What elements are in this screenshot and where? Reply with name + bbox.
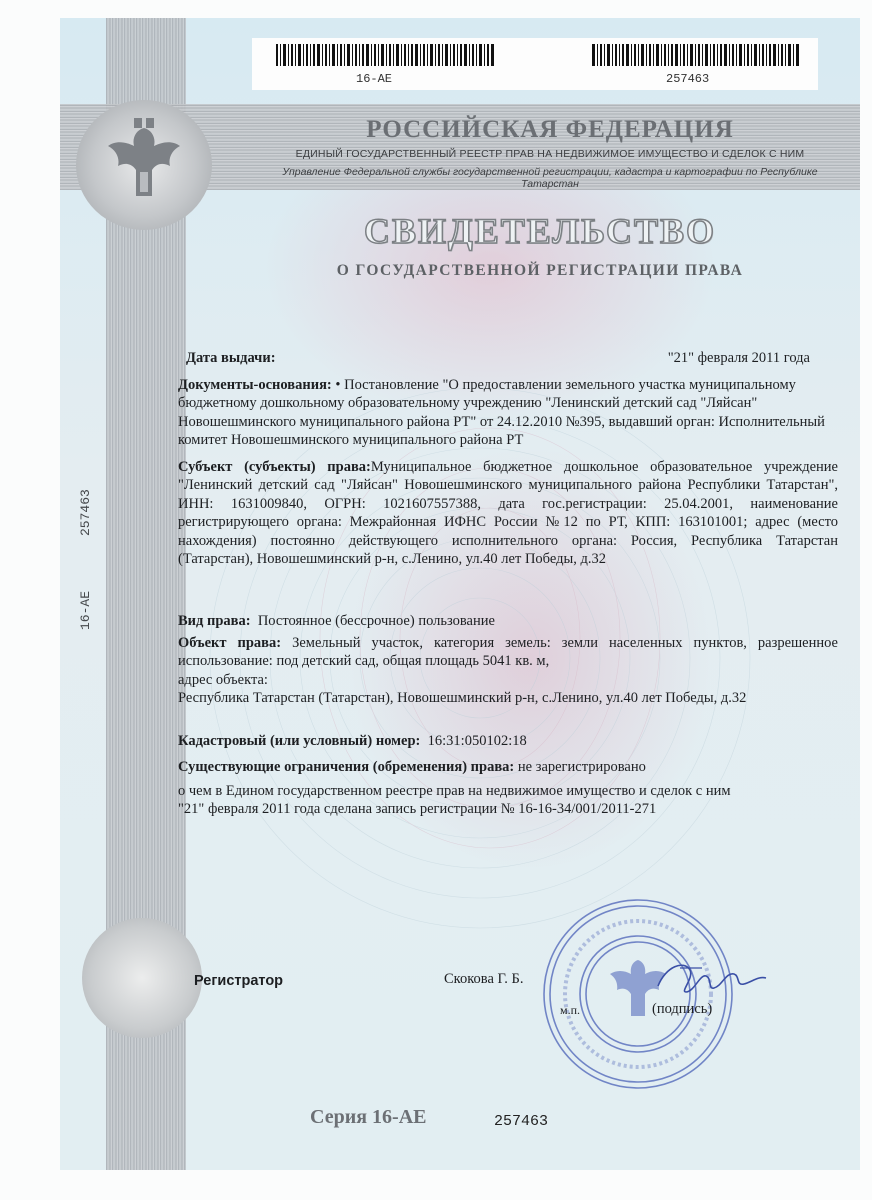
barcode-strip (252, 38, 818, 90)
object-address-label: адрес объекта: (178, 671, 268, 688)
certificate-title: СВИДЕТЕЛЬСТВО (363, 211, 717, 251)
vertical-number: 257463 (78, 489, 93, 536)
record-line-1: о чем в Едином государственном реестре прав на недвижимое имущество и сделок с ним (178, 783, 731, 799)
documents-text: • Постановление "О предоставлении земельного участка муниципальному бюджетному дошкольному образовательному учреждению "Ленинский детский сад "Ляйсан" Новошешминского муниципального района РТ" от 24.12.2010 №395, выдавший орган: Исполнительный комитет Новошешминского муниципального района РТ (178, 377, 825, 449)
rosette-ornament (82, 918, 202, 1038)
object-address: Республика Татарстан (Татарстан), Новошешминский р-н, с.Ленино, ул.40 лет Победы, д.32 (178, 690, 747, 707)
series-label: Серия 16-АЕ (310, 1106, 427, 1128)
registrar-name: Скокова Г. Б. (444, 971, 524, 987)
record-line-2: "21" февраля 2011 года сделана запись регистрации № 16-16-34/001/2011-271 (178, 801, 657, 818)
object-of-right (178, 634, 838, 708)
registrar-label: Регистратор (194, 973, 284, 989)
barcode-right-code: 257463 (666, 72, 710, 86)
subject-label: Субъект (субъекты) права: (178, 459, 371, 475)
seal-place-label: м.п. (560, 1003, 581, 1017)
issue-date-label: Дата выдачи: (186, 350, 276, 366)
cadastral-number (178, 732, 838, 750)
vertical-series: 16-AE (78, 590, 93, 630)
object-label: Объект права: (178, 635, 282, 651)
registration-record (178, 782, 838, 819)
documents-basis (178, 376, 838, 450)
certificate-page (60, 18, 860, 1170)
cadastral-value: 16:31:050102:18 (427, 733, 527, 749)
right-type-value: Постоянное (бессрочное) пользование (257, 613, 495, 629)
subject-text: Муниципальное бюджетное дошкольное образовательное учреждение "Ленинский детский сад "Ляйсан" Новошешминского муниципального района Республики Татарстан", ИНН: 1631009840, ОГРН: 1021607557388, дата гос.регистрации: 25.04.2001, наименование регистрирующего органа: Межрайонная ИФНС России №12 по РТ, КПП: 163101001; адрес (место нахождения) постоянно действующего исполнительного органа: Россия, Республика Татарстан (Татарстан), Новошешминский р-н, с.Ленино, ул.40 лет Победы, д.32 (178, 459, 838, 568)
right-type-label: Вид права: (178, 613, 251, 629)
restrictions-value: не зарегистрировано (517, 759, 646, 775)
signature-label: (подпись) (652, 1001, 713, 1017)
authority-line: Управление Федеральной службы государственной регистрации, кадастра и картографии по Республике Татарстан (282, 166, 818, 190)
restrictions (178, 758, 838, 776)
signature-scribble (650, 946, 770, 1004)
object-text: Земельный участок, категория земель: земли населенных пунктов, разрешенное использование: под детский сад, общая площадь 5041 кв. м, (178, 635, 838, 670)
right-type (178, 612, 838, 630)
series-number: 257463 (494, 1113, 549, 1130)
documents-label: Документы-основания: (178, 377, 332, 393)
registry-line: ЕДИНЫЙ ГОСУДАРСТВЕННЫЙ РЕЕСТР ПРАВ НА НЕДВИЖИМОЕ ИМУЩЕСТВО И СДЕЛОК С НИМ (295, 148, 805, 160)
right-barcode (592, 44, 802, 66)
left-barcode (276, 44, 496, 66)
coat-of-arms-emblem (76, 100, 212, 230)
country-title: РОССИЙСКАЯ ФЕДЕРАЦИЯ (366, 116, 734, 143)
subject-of-right (178, 458, 838, 568)
cadastral-label: Кадастровый (или условный) номер: (178, 733, 421, 749)
restrictions-label: Существующие ограничения (обременения) права: (178, 759, 515, 775)
certificate-subtitle: О ГОСУДАРСТВЕННОЙ РЕГИСТРАЦИИ ПРАВА (336, 262, 744, 279)
eagle-icon (76, 100, 212, 230)
barcode-left-code: 16-AE (356, 72, 393, 86)
issue-date-value: "21" февраля 2011 года (667, 350, 810, 366)
